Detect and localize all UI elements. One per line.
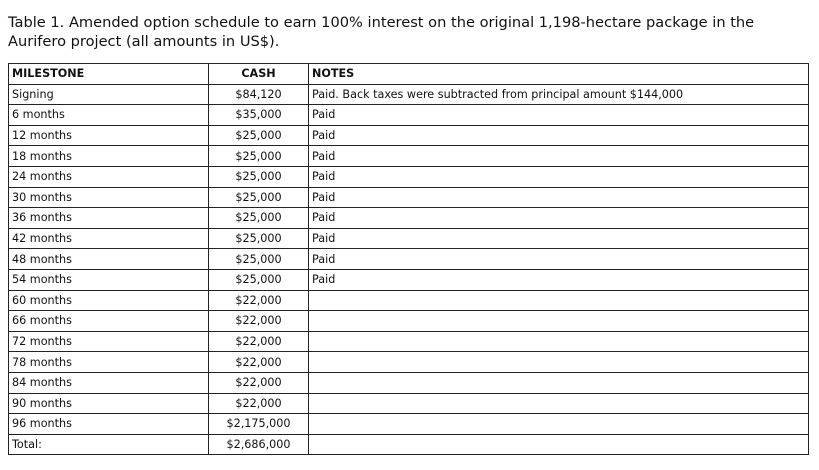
table-header-row <box>9 64 809 85</box>
cash-cell: $22,000 <box>209 331 309 352</box>
notes-cell: Paid <box>309 146 809 167</box>
cash-cell: $25,000 <box>209 269 309 290</box>
table-row <box>9 331 809 352</box>
option-schedule-table <box>8 63 809 455</box>
notes-cell <box>309 434 809 455</box>
notes-cell: Paid <box>309 105 809 126</box>
notes-cell <box>309 393 809 414</box>
milestone-cell: 60 months <box>9 290 209 311</box>
cash-cell: $35,000 <box>209 105 309 126</box>
table-row <box>9 311 809 332</box>
notes-column-header: NOTES <box>309 64 809 85</box>
table-row <box>9 269 809 290</box>
milestone-cell: 90 months <box>9 393 209 414</box>
milestone-cell: 36 months <box>9 208 209 229</box>
notes-cell <box>309 372 809 393</box>
notes-cell <box>309 311 809 332</box>
notes-cell: Paid <box>309 249 809 270</box>
table-row <box>9 84 809 105</box>
table-caption: Table 1. Amended option schedule to earn 100% interest on the original 1,198-hectare package in the Aurifero project (all amounts in US$). <box>8 14 755 50</box>
milestone-cell: 78 months <box>9 352 209 373</box>
notes-cell <box>309 331 809 352</box>
table-row <box>9 352 809 373</box>
notes-cell <box>309 352 809 373</box>
table-row <box>9 166 809 187</box>
cash-cell: $84,120 <box>209 84 309 105</box>
milestone-cell: 30 months <box>9 187 209 208</box>
milestone-column-header: MILESTONE <box>9 64 209 85</box>
milestone-cell: 6 months <box>9 105 209 126</box>
table-body <box>9 84 809 455</box>
notes-cell: Paid <box>309 228 809 249</box>
cash-cell: $22,000 <box>209 290 309 311</box>
milestone-cell: 42 months <box>9 228 209 249</box>
table-row <box>9 187 809 208</box>
milestone-cell: 24 months <box>9 166 209 187</box>
cash-cell: $25,000 <box>209 187 309 208</box>
cash-cell: $25,000 <box>209 208 309 229</box>
milestone-cell: 72 months <box>9 331 209 352</box>
notes-cell: Paid. Back taxes were subtracted from principal amount $144,000 <box>309 84 809 105</box>
cash-cell: $2,686,000 <box>209 434 309 455</box>
table-row <box>9 414 809 435</box>
notes-cell <box>309 290 809 311</box>
table-row <box>9 105 809 126</box>
table-row <box>9 434 809 455</box>
table-row <box>9 249 809 270</box>
cash-cell: $22,000 <box>209 352 309 373</box>
table-row <box>9 146 809 167</box>
milestone-cell: 54 months <box>9 269 209 290</box>
notes-cell <box>309 414 809 435</box>
cash-column-header: CASH <box>209 64 309 85</box>
table-row <box>9 290 809 311</box>
cash-cell: $22,000 <box>209 393 309 414</box>
milestone-cell: 84 months <box>9 372 209 393</box>
cash-cell: $25,000 <box>209 228 309 249</box>
cash-cell: $25,000 <box>209 249 309 270</box>
notes-cell: Paid <box>309 208 809 229</box>
cash-cell: $22,000 <box>209 311 309 332</box>
milestone-cell: Total: <box>9 434 209 455</box>
milestone-cell: 12 months <box>9 125 209 146</box>
cash-cell: $25,000 <box>209 146 309 167</box>
table-row <box>9 125 809 146</box>
milestone-cell: 66 months <box>9 311 209 332</box>
notes-cell: Paid <box>309 166 809 187</box>
table-row <box>9 393 809 414</box>
cash-cell: $25,000 <box>209 125 309 146</box>
table-row <box>9 208 809 229</box>
notes-cell: Paid <box>309 187 809 208</box>
table-row <box>9 228 809 249</box>
milestone-cell: 48 months <box>9 249 209 270</box>
milestone-cell: 96 months <box>9 414 209 435</box>
notes-cell: Paid <box>309 269 809 290</box>
milestone-cell: Signing <box>9 84 209 105</box>
cash-cell: $2,175,000 <box>209 414 309 435</box>
cash-cell: $25,000 <box>209 166 309 187</box>
milestone-cell: 18 months <box>9 146 209 167</box>
cash-cell: $22,000 <box>209 372 309 393</box>
notes-cell: Paid <box>309 125 809 146</box>
table-row <box>9 372 809 393</box>
